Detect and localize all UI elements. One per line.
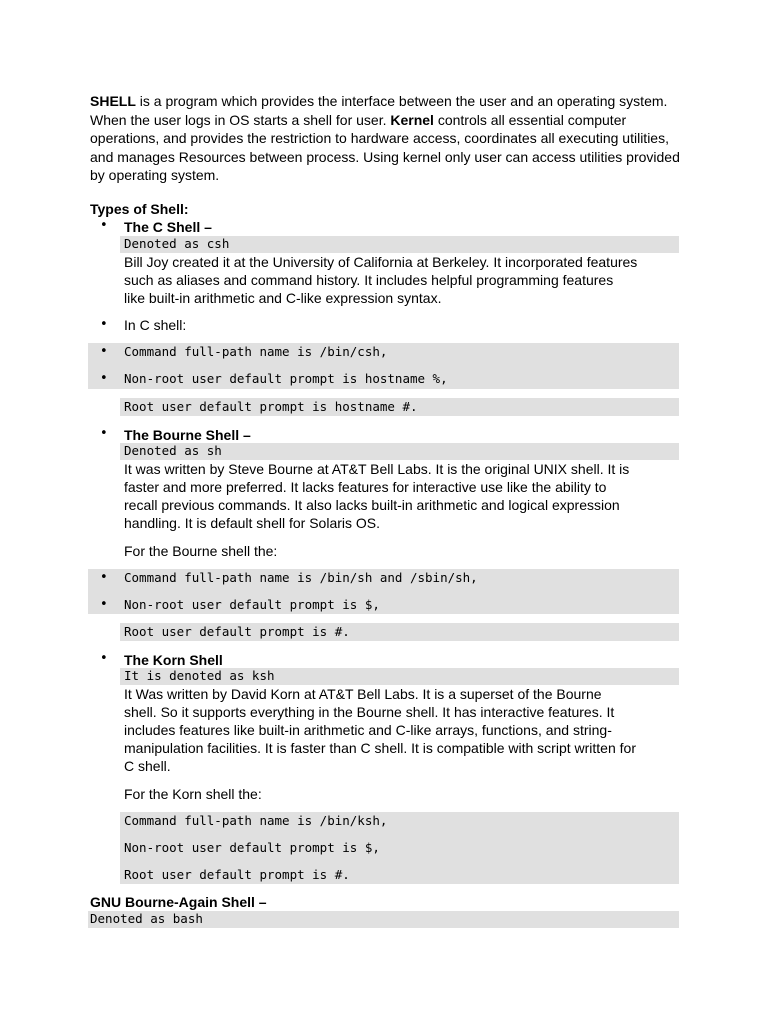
korn-cmd-3: Root user default prompt is #. (124, 867, 350, 882)
intro-line-2 (90, 111, 680, 130)
bourne-cmd-3-block (120, 623, 679, 641)
korn-denoted: It is denoted as ksh (124, 668, 275, 683)
bash-denoted: Denoted as bash (90, 911, 203, 926)
korn-cmd-block (120, 812, 679, 884)
korn-cmd-1: Command full-path name is /bin/ksh, (124, 813, 388, 828)
c-shell-denoted: Denoted as csh (124, 236, 230, 251)
intro-line-2a: When the user logs in OS starts a shell for user. (90, 111, 391, 128)
shell-term: SHELL (90, 93, 136, 109)
bourne-desc-line-2: faster and more preferred. It lacks features for interactive use like the ability to (124, 479, 607, 495)
intro-line-4: and manages Resources between process. Using kernel only user can access utilities provided (90, 148, 680, 165)
bourne-desc-line-3: recall previous commands. It also lacks built-in arithmetic and logical expression (124, 497, 620, 513)
intro-line-2b: controls all essential computer (433, 111, 627, 128)
bullet-bourne-cmd-2: • (100, 597, 108, 612)
intro-line-1-text: is a program which provides the interface between the user and an operating system. (135, 93, 668, 109)
c-shell-cmd-3: Root user default prompt is hostname #. (124, 399, 418, 414)
bourne-cmd-block (88, 569, 679, 614)
korn-for-label: For the Korn shell the: (124, 786, 262, 802)
bourne-denoted-block (120, 443, 679, 460)
in-c-shell-label: In C shell: (124, 317, 187, 333)
c-shell-description (124, 253, 637, 307)
bourne-cmd-3: Root user default prompt is #. (124, 624, 350, 639)
bullet-c-cmd-2: • (100, 371, 108, 386)
korn-desc-line-2: shell. So it supports everything in the Bourne shell. It has interactive features. It (124, 704, 615, 720)
c-shell-cmd-3-block (120, 398, 679, 416)
c-shell-denoted-block (120, 236, 679, 253)
intro-line-3: operations, and provides the restriction to hardware access, coordinates all executing utilities, (90, 130, 669, 146)
c-shell-desc-line-1: Bill Joy created it at the University of California at Berkeley. It incorporated features (124, 254, 638, 270)
korn-desc-line-5: C shell. (124, 758, 171, 774)
c-shell-cmd-2: Non-root user default prompt is hostname %, (124, 371, 448, 386)
korn-cmd-2: Non-root user default prompt is $, (124, 840, 380, 855)
bullet-bourne: • (100, 426, 108, 441)
bash-title: GNU Bourne-Again Shell – (90, 894, 267, 910)
korn-desc-line-1: It Was written by David Korn at AT&T Bell Labs. It is a superset of the Bourne (124, 686, 602, 702)
bourne-denoted: Denoted as sh (124, 443, 222, 458)
c-shell-cmd-1: Command full-path name is /bin/csh, (124, 344, 388, 359)
bullet-korn: • (100, 651, 108, 666)
types-heading: Types of Shell: (90, 201, 189, 217)
c-shell-desc-line-2: such as aliases and command history. It includes helpful programming features (124, 272, 614, 288)
bourne-description (124, 460, 629, 532)
bullet-bourne-cmd-1: • (100, 570, 108, 585)
bullet-c-shell: • (100, 218, 108, 233)
c-shell-title: The C Shell – (124, 219, 212, 235)
kernel-term: Kernel (390, 111, 434, 128)
bullet-c-cmd-1: • (100, 344, 108, 359)
korn-title: The Korn Shell (124, 652, 223, 668)
bourne-desc-line-4: handling. It is default shell for Solaris OS. (124, 515, 381, 531)
intro-line-1 (90, 92, 680, 111)
intro-paragraph (90, 92, 680, 185)
bourne-cmd-1: Command full-path name is /bin/sh and /sbin/sh, (124, 570, 478, 585)
bourne-desc-line-1: It was written by Steve Bourne at AT&T Bell Labs. It is the original UNIX shell. It is (124, 461, 630, 477)
korn-desc-line-3: includes features like built-in arithmetic and C-like arrays, functions, and string- (124, 722, 612, 738)
korn-description (124, 685, 636, 775)
bourne-cmd-2: Non-root user default prompt is $, (124, 597, 380, 612)
bourne-title: The Bourne Shell – (124, 427, 251, 443)
c-shell-desc-line-3: like built-in arithmetic and C-like expression syntax. (124, 290, 442, 306)
intro-line-5: by operating system. (90, 167, 220, 183)
bourne-for-label: For the Bourne shell the: (124, 543, 278, 559)
korn-desc-line-4: manipulation facilities. It is faster than C shell. It is compatible with script written for (124, 740, 636, 756)
bullet-in-c-shell: • (100, 317, 108, 332)
c-shell-cmd-block (88, 343, 679, 389)
korn-denoted-block (120, 668, 679, 685)
bash-denoted-block (88, 911, 679, 928)
